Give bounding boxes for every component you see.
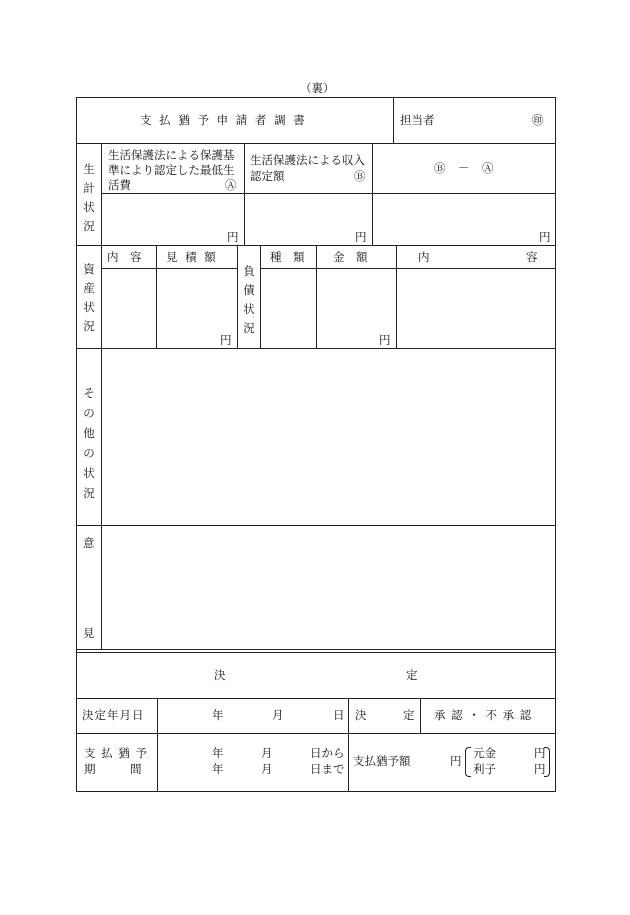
seal-mark: ㊞	[532, 113, 544, 127]
opinion-label-bottom: 見	[83, 626, 95, 640]
yen-unit: 円	[539, 230, 551, 244]
liabilities-label: 負 債 状 況	[243, 264, 255, 335]
marker-b: Ⓑ	[354, 169, 366, 183]
period-to-day: 日まで	[310, 762, 345, 776]
decision-date-day: 日	[333, 708, 345, 722]
liabilities-col-amount: 金 額	[333, 250, 368, 264]
formula-minus: －	[458, 161, 470, 175]
form-title: 支 払 猶 予 申 請 者 調 書	[140, 113, 307, 127]
right-bracket	[544, 747, 550, 777]
interest-label: 利子	[473, 762, 496, 776]
formula-b: Ⓑ	[434, 161, 446, 175]
livelihood-label: 生 計 状 況	[83, 162, 95, 233]
period-to-year: 年	[212, 762, 224, 776]
assets-col-content: 内 容	[107, 250, 142, 264]
decision-header-left: 決	[214, 668, 226, 682]
min-living-cost-line2: 準により認定した最低生	[108, 163, 235, 177]
yen-unit: 円	[227, 230, 239, 244]
liabilities-col-content-end: 容	[526, 250, 538, 264]
marker-a: Ⓐ	[225, 178, 237, 192]
formula-a: Ⓐ	[482, 161, 494, 175]
tantousha-label: 担当者	[400, 113, 435, 127]
liabilities-col-content: 内	[418, 250, 430, 264]
yen-unit: 円	[355, 230, 367, 244]
decision-label-2: 定	[403, 708, 415, 722]
principal-label: 元金	[473, 746, 496, 760]
decision-date-year: 年	[212, 708, 224, 722]
assets-label: 資 産 状 況	[83, 262, 95, 333]
period-to-month: 月	[261, 762, 273, 776]
min-living-cost-line1: 生活保護法による保護基	[108, 148, 235, 162]
page-side-label: （裏）	[300, 81, 335, 95]
period-label-2: 期 間	[84, 762, 142, 776]
period-from-day: 日から	[310, 746, 345, 760]
period-label-1: 支 払 猶 予	[84, 746, 148, 760]
yen-unit: 円	[379, 333, 391, 347]
left-bracket	[465, 747, 471, 777]
other-label: そ の 他 の 状 況	[83, 386, 95, 500]
yen-unit: 円	[220, 333, 232, 347]
deferment-amount-unit: 円	[450, 754, 462, 768]
interest-unit: 円	[534, 762, 546, 776]
decision-label-1: 決	[355, 708, 367, 722]
period-from-month: 月	[261, 746, 273, 760]
decision-date-label: 決定年月日	[82, 708, 145, 722]
deferment-amount-label: 支払猶予額	[353, 754, 411, 768]
income-line2: 認定額	[250, 169, 285, 183]
opinion-label-top: 意	[83, 536, 95, 550]
principal-unit: 円	[534, 746, 546, 760]
decision-date-month: 月	[272, 708, 284, 722]
income-line1: 生活保護法による収入	[250, 153, 365, 167]
min-living-cost-line3: 活費	[108, 178, 131, 192]
liabilities-col-type: 種 類	[270, 250, 305, 264]
assets-col-estimate: 見 積 額	[166, 250, 218, 264]
decision-header-right: 定	[406, 668, 418, 682]
period-from-year: 年	[212, 746, 224, 760]
approval-options: 承 認 ・ 不 承 認	[434, 708, 533, 722]
